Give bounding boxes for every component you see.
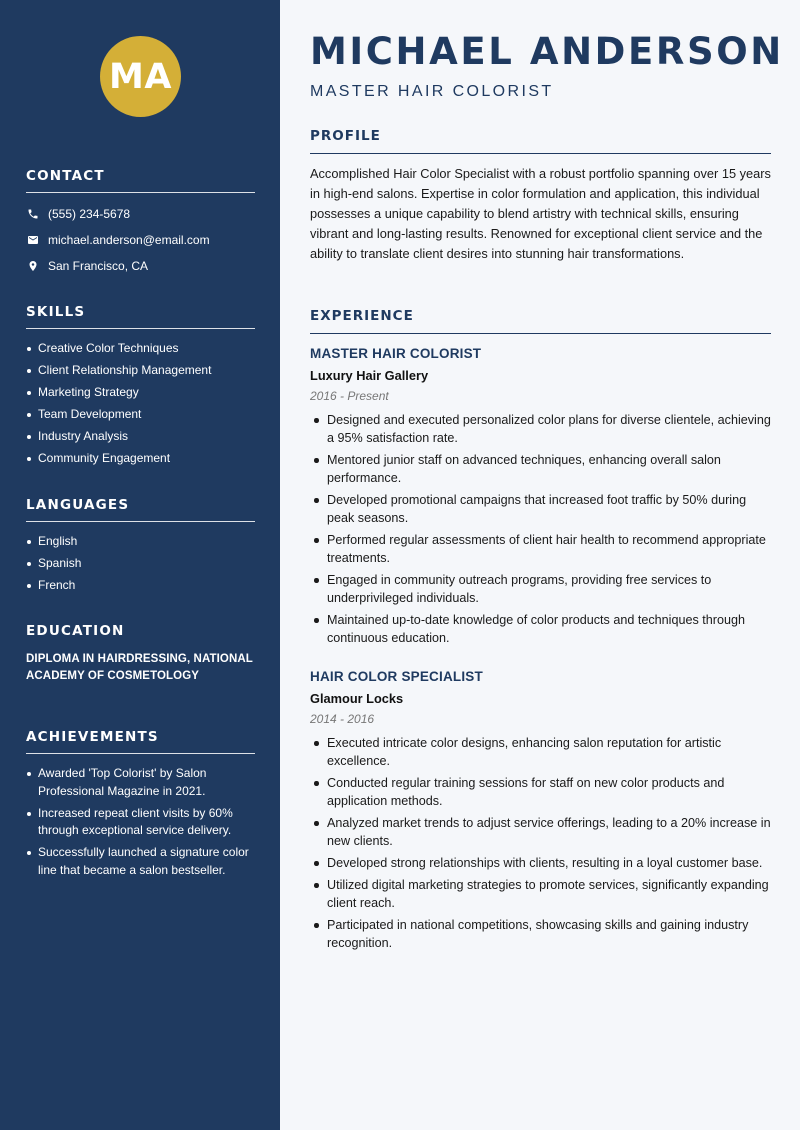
contact-heading: CONTACT xyxy=(26,168,255,193)
role-company: Luxury Hair Gallery xyxy=(310,368,429,383)
contact-section xyxy=(26,168,255,275)
bullet-item: Performed regular assessments of client hair health to recommend appropriate treatments. xyxy=(310,531,771,567)
role-dates: 2016 - Present xyxy=(310,389,389,403)
candidate-name: MICHAEL ANDERSON xyxy=(310,30,784,73)
languages-list xyxy=(26,533,255,595)
education-degree: DIPLOMA IN HAIRDRESSING, NATIONAL ACADEMY OF COSMETOLOGY xyxy=(26,653,253,682)
skill-item: Team Development xyxy=(26,406,255,424)
languages-heading: LANGUAGES xyxy=(26,497,255,522)
contact-email xyxy=(26,231,255,249)
skill-item: Marketing Strategy xyxy=(26,384,255,402)
bullet-item: Participated in national competitions, showcasing skills and gaining industry recognition. xyxy=(310,916,771,952)
email-icon xyxy=(26,234,39,247)
contact-location xyxy=(26,257,255,275)
language-item: Spanish xyxy=(26,555,255,573)
profile-section xyxy=(310,128,771,264)
email-text[interactable]: michael.anderson@email.com xyxy=(48,233,210,247)
experience-entry xyxy=(310,669,771,956)
achievement-item: Increased repeat client visits by 60% through exceptional service delivery. xyxy=(26,805,255,840)
experience-section xyxy=(310,308,771,334)
education-section xyxy=(26,623,255,685)
bullet-item: Mentored junior staff on advanced techniques, enhancing overall salon performance. xyxy=(310,451,771,487)
role-dates: 2014 - 2016 xyxy=(310,712,375,726)
language-item: English xyxy=(26,533,255,551)
achievements-heading: ACHIEVEMENTS xyxy=(26,729,255,754)
role-bullets xyxy=(310,411,771,647)
bullet-item: Developed promotional campaigns that increased foot traffic by 50% during peak seasons. xyxy=(310,491,771,527)
skill-item: Community Engagement xyxy=(26,450,255,468)
achievement-item: Awarded 'Top Colorist' by Salon Professional Magazine in 2021. xyxy=(26,765,255,800)
phone-text: (555) 234-5678 xyxy=(48,207,131,221)
profile-text: Accomplished Hair Color Specialist with a robust portfolio spanning over 15 years in high-end salons. Expertise in color formulation and application, this individual possesses a unique capability to blend artistry with technical skills, ensuring vibrant and long-lasting results. Renowned for exceptional client service and the ability to translate client desires into stunning hair transformations. xyxy=(310,166,771,261)
languages-section xyxy=(26,497,255,599)
bullet-item: Engaged in community outreach programs, providing free services to underprivileged individuals. xyxy=(310,571,771,607)
skills-list xyxy=(26,340,255,468)
education-heading: EDUCATION xyxy=(26,623,125,639)
bullet-item: Conducted regular training sessions for staff on new color products and application methods. xyxy=(310,774,771,810)
skill-item: Client Relationship Management xyxy=(26,362,255,380)
bullet-item: Utilized digital marketing strategies to promote services, significantly expanding client reach. xyxy=(310,876,771,912)
achievements-list xyxy=(26,765,255,879)
experience-heading: EXPERIENCE xyxy=(310,308,771,334)
language-item: French xyxy=(26,577,255,595)
skills-heading: SKILLS xyxy=(26,304,255,329)
bullet-item: Developed strong relationships with clients, resulting in a loyal customer base. xyxy=(310,854,771,872)
bullet-item: Designed and executed personalized color plans for diverse clientele, achieving a 95% satisfaction rate. xyxy=(310,411,771,447)
achievement-item: Successfully launched a signature color line that became a salon bestseller. xyxy=(26,844,255,879)
bullet-item: Maintained up-to-date knowledge of color products and techniques through continuous education. xyxy=(310,611,771,647)
role-title: MASTER HAIR COLORIST xyxy=(310,346,482,361)
avatar-initials: MA xyxy=(109,56,172,97)
role-title: HAIR COLOR SPECIALIST xyxy=(310,669,483,684)
role-company: Glamour Locks xyxy=(310,691,404,706)
avatar xyxy=(100,36,181,117)
skill-item: Industry Analysis xyxy=(26,428,255,446)
contact-phone xyxy=(26,205,255,223)
location-pin-icon xyxy=(26,260,39,273)
phone-icon xyxy=(26,208,39,221)
sidebar xyxy=(0,0,280,1130)
role-bullets xyxy=(310,734,771,952)
achievements-section xyxy=(26,729,255,884)
bullet-item: Executed intricate color designs, enhancing salon reputation for artistic excellence. xyxy=(310,734,771,770)
bullet-item: Analyzed market trends to adjust service offerings, leading to a 20% increase in new clients. xyxy=(310,814,771,850)
location-text: San Francisco, CA xyxy=(48,259,149,273)
skill-item: Creative Color Techniques xyxy=(26,340,255,358)
profile-heading: PROFILE xyxy=(310,128,771,154)
skills-section xyxy=(26,304,255,472)
candidate-title: MASTER HAIR COLORIST xyxy=(310,83,554,100)
experience-entry xyxy=(310,346,771,651)
